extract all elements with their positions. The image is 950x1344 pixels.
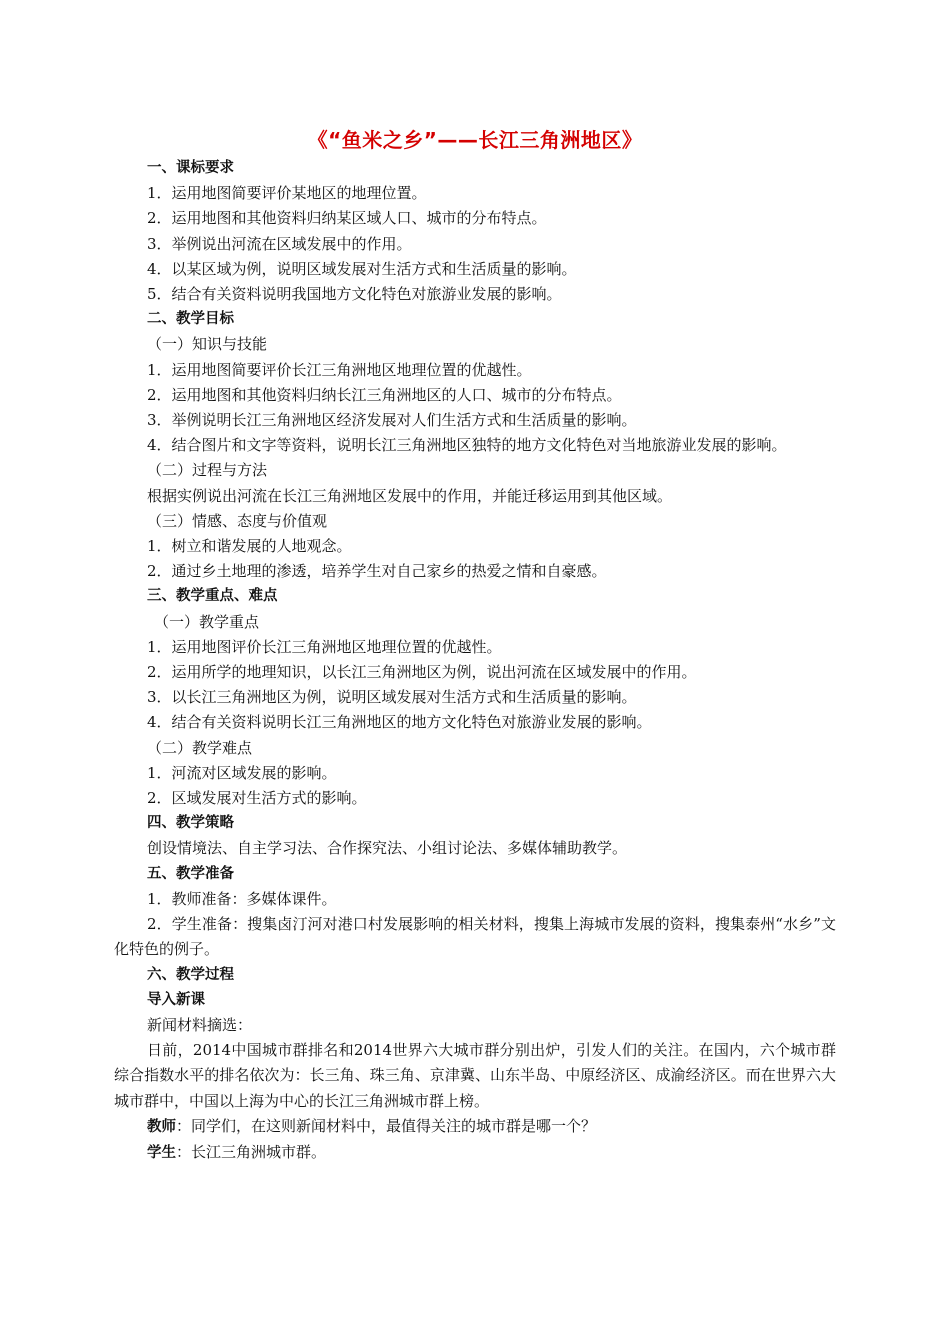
subheading: （二）教学难点 [147, 738, 253, 757]
list-item: 2．运用所学的地理知识，以长江三角洲地区为例，说出河流在区域发展中的作用。 [147, 663, 697, 682]
dialogue-text: ：长江三角洲城市群。 [176, 1142, 327, 1161]
dialogue-text: ：同学们，在这则新闻材料中，最值得关注的城市群是哪一个？ [176, 1116, 597, 1135]
subheading: （二）过程与方法 [147, 461, 268, 480]
paragraph: 创设情境法、自主学习法、合作探究法、小组讨论法、多媒体辅助教学。 [147, 839, 628, 858]
list-item: 2．区域发展对生活方式的影响。 [147, 789, 367, 808]
list-item: 2．运用地图和其他资料归纳长江三角洲地区的人口、城市的分布特点。 [147, 385, 622, 404]
list-item: 1．运用地图简要评价长江三角洲地区地理位置的优越性。 [147, 360, 532, 379]
list-item: 1．运用地图评价长江三角洲地区地理位置的优越性。 [147, 637, 502, 656]
subheading-intro: 导入新课 [147, 991, 205, 1008]
list-item: 1．运用地图简要评价某地区的地理位置。 [147, 184, 427, 203]
section-heading-6: 六、教学过程 [147, 966, 234, 983]
speaker-label: 教师 [147, 1118, 176, 1135]
list-item: 2．通过乡土地理的渗透，培养学生对自己家乡的热爱之情和自豪感。 [147, 562, 607, 581]
section-heading-4: 四、教学策略 [147, 815, 234, 832]
list-item: 1．树立和谐发展的人地观念。 [147, 537, 352, 556]
list-item: 5．结合有关资料说明我国地方文化特色对旅游业发展的影响。 [147, 285, 562, 304]
subheading: （一）知识与技能 [147, 335, 268, 354]
subheading: （一）教学重点 [154, 612, 260, 631]
list-item: 1．教师准备：多媒体课件。 [147, 889, 337, 908]
section-heading-5: 五、教学准备 [147, 865, 234, 882]
list-item: 3．举例说明长江三角洲地区经济发展对人们生活方式和生活质量的影响。 [147, 411, 637, 430]
subheading: （三）情感、态度与价值观 [147, 511, 328, 530]
news-paragraph: 日前，2014中国城市群排名和2014世界六大城市群分别出炉，引发人们的关注。在国内，六个城市群综合指数水平的排名依次为：长三角、珠三角、京津冀、山东半岛、中原经济区、成渝经济区。而在世界六大城市群中，中国以上海为中心的长江三角洲城市群上榜。 [114, 1041, 836, 1110]
document-title: 《“鱼米之乡”——长江三角洲地区》 [307, 128, 643, 152]
list-item: 4．结合有关资料说明长江三角洲地区的地方文化特色对旅游业发展的影响。 [147, 713, 652, 732]
list-item: 2．运用地图和其他资料归纳某区域人口、城市的分布特点。 [147, 209, 547, 228]
list-item: 3．举例说出河流在区域发展中的作用。 [147, 234, 412, 253]
news-label: 新闻材料摘选： [147, 1015, 253, 1034]
document-body [114, 156, 836, 1166]
list-item: 2．学生准备：搜集卤汀河对港口村发展影响的相关材料，搜集上海城市发展的资料，搜集泰州“水乡”文化特色的例子。 [114, 915, 836, 959]
list-item: 3．以长江三角洲地区为例，说明区域发展对生活方式和生活质量的影响。 [147, 688, 637, 707]
list-item: 4．结合图片和文字等资料，说明长江三角洲地区独特的地方文化特色对当地旅游业发展的影响。 [147, 436, 787, 455]
section-heading-1: 一、课标要求 [147, 160, 234, 176]
speaker-label: 学生 [147, 1144, 176, 1161]
list-item: 4．以某区域为例，说明区域发展对生活方式和生活质量的影响。 [147, 259, 577, 278]
section-heading-2: 二、教学目标 [147, 311, 234, 328]
dialogue-teacher [114, 1114, 836, 1140]
dialogue-student [114, 1140, 836, 1166]
section-heading-3: 三、教学重点、难点 [147, 588, 278, 605]
paragraph: 根据实例说出河流在长江三角洲地区发展中的作用，并能迁移运用到其他区域。 [147, 486, 673, 505]
list-item: 1．河流对区域发展的影响。 [147, 763, 337, 782]
